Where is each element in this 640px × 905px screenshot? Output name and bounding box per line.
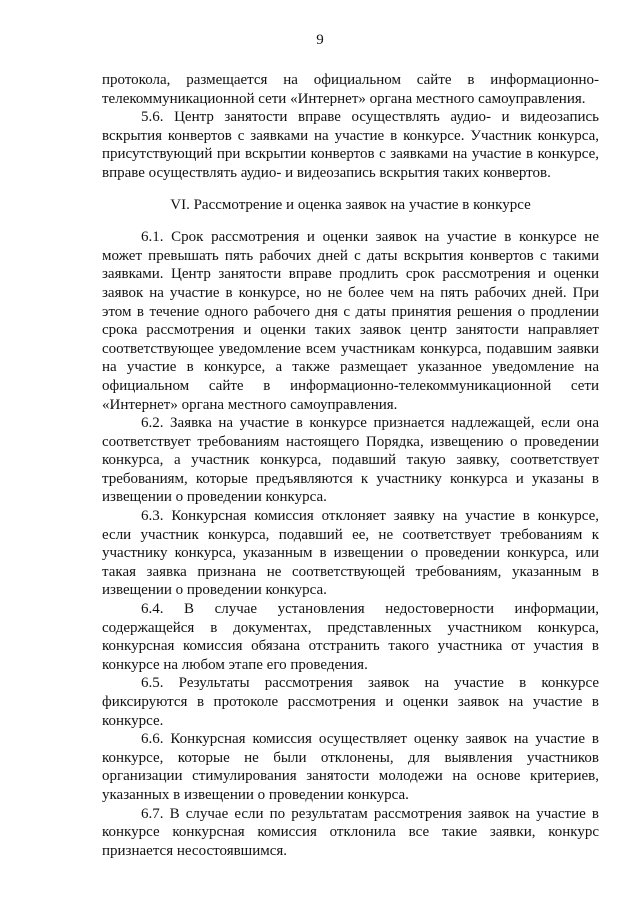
paragraph-continuation: протокола, размещается на официальном сайте в информационно-телекоммуникационной сети «Интернет» органа местного самоуправления. — [102, 72, 599, 107]
paragraph-6-3: 6.3. Конкурсная комиссия отклоняет заявку на участие в конкурсе, если участник конкурса, подавший ее, не соответствует требованиям к участнику конкурса, указанным в извещении о проведении конкурса, или такая заявка признана не соответствующей требованиям, указанным в извещении о проведении конкурса. — [102, 508, 599, 599]
paragraph-6-2: 6.2. Заявка на участие в конкурсе признается надлежащей, если она соответствует требованиям настоящего Порядка, извещению о проведении конкурса, а участник конкурса, подавший такую заявку, соответствует требованиям, которые предъявляются к участнику конкурса и указаны в извещении о проведении конкурса. — [102, 415, 599, 506]
paragraph-6-1: 6.1. Срок рассмотрения и оценки заявок на участие в конкурсе не может превышать пять рабочих дней с даты вскрытия конвертов с такими заявками. Центр занятости вправе продлить срок рассмотрения и оценки заявок на участие в конкурсе, но не более чем на пять рабочих дней. При этом в течение одного рабочего дня с даты принятия решения о продлении срока рассмотрения и оценки таких заявок центр занятости направляет соответствующее уведомление всем участникам конкурса, подавшим заявки на участие в конкурсе, а также размещает указанное уведомление на официальном сайте в информационно-телекоммуникационной сети «Интернет» органа местного самоуправления. — [102, 229, 599, 413]
page-number: 9 — [316, 32, 324, 48]
section-heading: VI. Рассмотрение и оценка заявок на участие в конкурсе — [170, 196, 531, 213]
paragraph-5-6: 5.6. Центр занятости вправе осуществлять аудио- и видеозапись вскрытия конвертов с заявками на участие в конкурсе. Участник конкурса, присутствующий при вскрытии конвертов с заявками на участие в конкурсе, вправе осуществлять аудио- и видеозапись вскрытия таких конвертов. — [102, 109, 599, 181]
document-body — [102, 71, 599, 860]
paragraph-6-5: 6.5. Результаты рассмотрения заявок на участие в конкурсе фиксируются в протоколе рассмотрения и оценки заявок на участие в конкурсе. — [102, 675, 599, 729]
paragraph-6-6: 6.6. Конкурсная комиссия осуществляет оценку заявок на участие в конкурсе, которые не были отклонены, для выявления участников организации стимулирования занятости молодежи на основе критериев, указанных в извещении о проведении конкурса. — [102, 731, 599, 803]
paragraph-6-7: 6.7. В случае если по результатам рассмотрения заявок на участие в конкурсе конкурсная комиссия отклонила все такие заявки, конкурс признается несостоявшимся. — [102, 805, 599, 859]
paragraph-6-4: 6.4. В случае установления недостоверности информации, содержащейся в документах, представленных участником конкурса, конкурсная комиссия обязана отстранить такого участника от участия в конкурсе на любом этапе его проведения. — [102, 601, 599, 673]
